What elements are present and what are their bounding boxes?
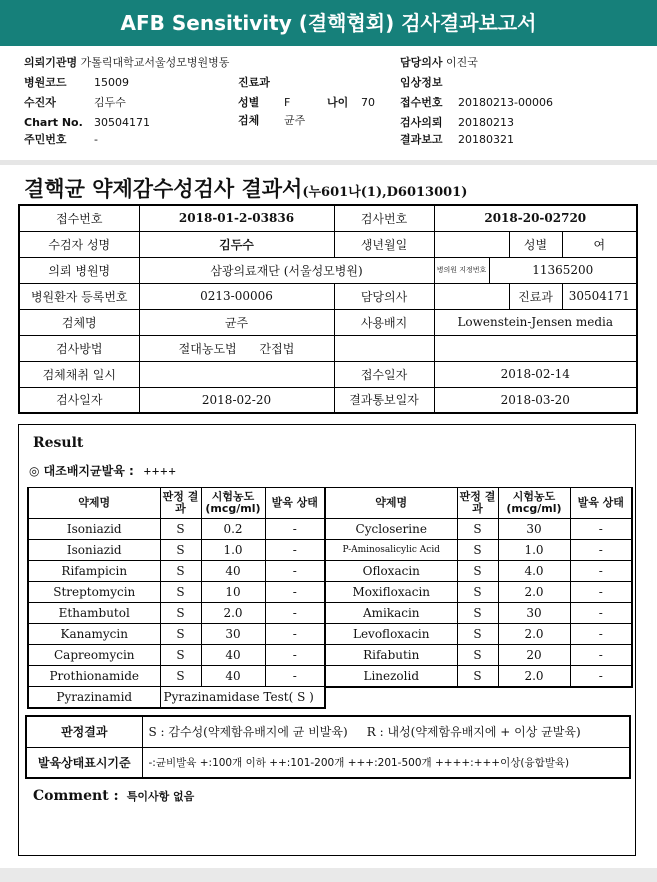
sex-value: 여 — [562, 231, 637, 257]
judge-result: S — [160, 645, 201, 666]
doctor-label: 담당의사 — [334, 283, 434, 309]
test-no-value: 2018-20-02720 — [434, 205, 637, 231]
reg-no-value: 0213-00006 — [139, 283, 334, 309]
judge-result: S — [160, 624, 201, 645]
test-date-label: 검사일자 — [19, 387, 139, 413]
notify-date-value: 2018-03-20 — [434, 387, 637, 413]
hospital-code-field: 병원코드 15009 — [24, 76, 129, 89]
table-row — [28, 582, 632, 603]
drug-name: Ethambutol — [28, 603, 160, 624]
growth-status: - — [265, 645, 325, 666]
method-value: 절대농도법 간접법 — [139, 335, 334, 361]
clinical-info-field: 임상정보 — [400, 76, 443, 89]
specimen-value: 균주 — [139, 309, 334, 335]
growth-status: - — [570, 666, 632, 687]
test-concentration: 30 — [498, 519, 570, 540]
test-concentration: 10 — [201, 582, 265, 603]
dob-value — [434, 231, 509, 257]
specimen-label: 검체명 — [19, 309, 139, 335]
table-row — [28, 624, 632, 645]
drug-name: Levofloxacin — [325, 624, 457, 645]
growth-status: - — [570, 603, 632, 624]
collection-value — [139, 361, 334, 387]
drug-name: P-Aminosalicylic Acid — [325, 540, 457, 561]
drug-name: Linezolid — [325, 666, 457, 687]
sex-field: 성별 F — [238, 96, 291, 109]
growth-status: - — [570, 645, 632, 666]
test-no-label: 검사번호 — [334, 205, 434, 231]
result-title: Result — [33, 435, 84, 451]
legend-table — [25, 715, 631, 779]
media-label: 사용배지 — [334, 309, 434, 335]
table-row — [28, 540, 632, 561]
judge-result: S — [160, 561, 201, 582]
collection-label: 검체채취 일시 — [19, 361, 139, 387]
report-title-bar: AFB Sensitivity (결핵협회) 검사결과보고서 — [0, 0, 657, 46]
method-label: 검사방법 — [19, 335, 139, 361]
media-value: Lowenstein-Jensen media — [434, 309, 637, 335]
chart-no-field: Chart No. 30504171 — [24, 116, 150, 129]
growth-status: - — [265, 603, 325, 624]
bottom-bar — [0, 868, 657, 882]
drug-name: Streptomycin — [28, 582, 160, 603]
drug-name: Rifabutin — [325, 645, 457, 666]
table-row — [28, 645, 632, 666]
growth-status: - — [265, 624, 325, 645]
drug-name: Capreomycin — [28, 645, 160, 666]
request-date-field: 검사의뢰 20180213 — [400, 116, 514, 129]
table-row — [28, 666, 632, 687]
control-growth: ◎ 대조배지균발육 : ++++ — [29, 464, 177, 478]
judge-result: S — [457, 561, 498, 582]
reg-no-label: 병원환자 등록번호 — [19, 283, 139, 309]
drug-name: Cycloserine — [325, 519, 457, 540]
judge-result: S — [457, 624, 498, 645]
test-date-value: 2018-02-20 — [139, 387, 334, 413]
judge-result: S — [160, 582, 201, 603]
recipient-field: 수진자 김두수 — [24, 96, 126, 109]
judge-result: S — [457, 540, 498, 561]
pyrazinamidase-test: Pyrazinamidase Test( S ) — [160, 687, 325, 708]
receipt-date-value: 2018-02-14 — [434, 361, 637, 387]
requesting-hospital-value: 삼광의료재단 (서울성모병원) — [139, 257, 434, 283]
receipt-no-label: 접수번호 — [19, 205, 139, 231]
specimen-field: 검체 균주 — [238, 114, 306, 127]
result-section — [18, 424, 636, 856]
drug-name: Kanamycin — [28, 624, 160, 645]
drug-name: Prothionamide — [28, 666, 160, 687]
growth-status: - — [265, 582, 325, 603]
pyrazinamide-row — [28, 687, 632, 708]
dept-value: 30504171 — [562, 283, 637, 309]
growth-legend-label: 발육상태표시기준 — [26, 747, 142, 778]
judge-legend-value: S : 감수성(약제함유배지에 균 비발육) R : 내성(약제함유배지에 + 이상 균발육) — [142, 716, 630, 747]
judge-result: S — [160, 540, 201, 561]
patient-name-value: 김두수 — [139, 231, 334, 257]
notify-date-label: 결과통보일자 — [334, 387, 434, 413]
growth-status: - — [570, 519, 632, 540]
drug-name: Isoniazid — [28, 519, 160, 540]
patient-info-table — [18, 204, 638, 414]
judge-result: S — [457, 645, 498, 666]
drug-name: Isoniazid — [28, 540, 160, 561]
test-concentration: 40 — [201, 561, 265, 582]
test-concentration: 2.0 — [498, 666, 570, 687]
test-concentration: 30 — [201, 624, 265, 645]
judge-result: S — [457, 666, 498, 687]
report-date-field: 결과보고 20180321 — [400, 133, 514, 146]
test-concentration: 40 — [201, 645, 265, 666]
table-row — [28, 519, 632, 540]
table-row — [28, 561, 632, 582]
report-heading: 결핵균 약제감수성검사 결과서(누601나(1),D6013001) — [24, 176, 468, 201]
growth-status: - — [265, 519, 325, 540]
doctor-field: 담당의사 이진국 — [400, 56, 478, 69]
drug-name: Moxifloxacin — [325, 582, 457, 603]
growth-status: - — [570, 624, 632, 645]
drug-name: Amikacin — [325, 603, 457, 624]
judge-result: S — [457, 519, 498, 540]
test-concentration: 20 — [498, 645, 570, 666]
growth-status: - — [265, 561, 325, 582]
designated-no-label: 병의원 지정번호 — [434, 257, 489, 283]
dob-label: 생년월일 — [334, 231, 434, 257]
receipt-no-field: 접수번호 20180213-00006 — [400, 96, 553, 109]
receipt-date-label: 접수일자 — [334, 361, 434, 387]
drug-susceptibility-table — [27, 487, 633, 709]
requesting-hospital-label: 의뢰 병원명 — [19, 257, 139, 283]
institution-field: 의뢰기관명 가톨릭대학교서울성모병원병동 — [24, 56, 230, 69]
test-concentration: 40 — [201, 666, 265, 687]
judge-legend-label: 판정결과 — [26, 716, 142, 747]
department-field: 진료과 — [238, 76, 270, 89]
test-concentration: 1.0 — [201, 540, 265, 561]
drug-name: Rifampicin — [28, 561, 160, 582]
test-concentration: 2.0 — [201, 603, 265, 624]
judge-result: S — [160, 519, 201, 540]
test-concentration: 30 — [498, 603, 570, 624]
test-concentration: 4.0 — [498, 561, 570, 582]
designated-no-value: 11365200 — [489, 257, 637, 283]
test-concentration: 2.0 — [498, 624, 570, 645]
drug-name: Ofloxacin — [325, 561, 457, 582]
growth-status: - — [570, 582, 632, 603]
table-row — [28, 603, 632, 624]
age-field: 나이 70 — [327, 96, 375, 109]
section-divider — [0, 160, 657, 165]
test-concentration: 2.0 — [498, 582, 570, 603]
dept-label: 진료과 — [509, 283, 562, 309]
judge-result: S — [457, 582, 498, 603]
growth-status: - — [265, 540, 325, 561]
growth-status: - — [265, 666, 325, 687]
growth-status: - — [570, 561, 632, 582]
doctor-value — [434, 283, 509, 309]
drug-name: Pyrazinamid — [28, 687, 160, 708]
growth-legend-value: -:균비발육 +:100개 이하 ++:101-200개 +++:201-500개 ++++:+++이상(융합발육) — [142, 747, 630, 778]
test-concentration: 0.2 — [201, 519, 265, 540]
comment: Comment : 특이사항 없음 — [33, 788, 195, 804]
judge-result: S — [160, 603, 201, 624]
growth-status: - — [570, 540, 632, 561]
table-header-row: 약제명 판정 결과 시험농도 (mcg/ml) 발육 상태 약제명 판정 결과 시험농도 (mcg/ml) 발육 상태 — [28, 488, 632, 519]
patient-name-label: 수검자 성명 — [19, 231, 139, 257]
resident-no-field: 주민번호 - — [24, 133, 98, 146]
receipt-no-value: 2018-01-2-03836 — [139, 205, 334, 231]
judge-result: S — [160, 666, 201, 687]
sex-label: 성별 — [509, 231, 562, 257]
judge-result: S — [457, 603, 498, 624]
test-concentration: 1.0 — [498, 540, 570, 561]
